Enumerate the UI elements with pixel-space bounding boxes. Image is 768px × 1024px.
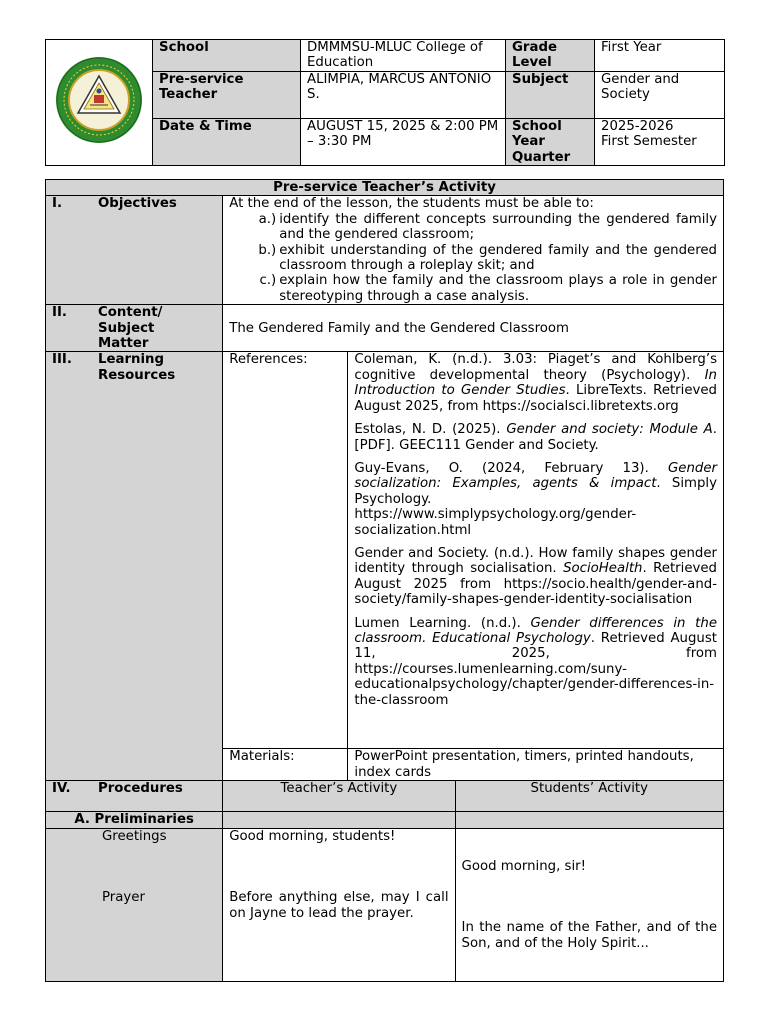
reference-text: . Simply Psychology. https://www.simplypsychology.org/gender-socialization.html xyxy=(354,476,717,538)
reference-text: Estolas, N. D. (2025). xyxy=(354,422,507,438)
objectives-list xyxy=(229,212,717,304)
school-value: DMMMSU-MLUC College of Education xyxy=(301,40,506,72)
reference-text: Gender and Society. (n.d.). How family shapes gender identity through socialisation. xyxy=(354,545,717,577)
school-year-value-line2: First Semester xyxy=(601,134,697,150)
reference-text: . LibreTexts. Retrieved August 2025, from https://socialsci.libretexts.org xyxy=(354,383,717,414)
procedures-heading xyxy=(46,781,223,812)
reference-entry xyxy=(354,616,717,708)
grade-label: Grade Level xyxy=(506,40,595,72)
reference-text: Guy-Evans, O. (2024, February 13). xyxy=(354,460,668,476)
materials-value: PowerPoint presentation, timers, printed handouts, index cards xyxy=(348,749,724,781)
date-label: Date & Time xyxy=(153,118,301,165)
school-label: School xyxy=(153,40,301,72)
preliminaries-heading: A. Preliminaries xyxy=(46,812,223,828)
procedures-label: Procedures xyxy=(98,781,183,797)
reference-title: SocioHealth xyxy=(563,561,643,577)
objective-marker: a.) xyxy=(258,211,277,227)
reference-title: Gender and society: Module A xyxy=(506,422,713,438)
greetings-student: Good morning, sir! xyxy=(461,858,586,874)
header-table xyxy=(45,39,725,166)
objectives-intro: At the end of the lesson, the students must be able to: xyxy=(229,196,594,212)
school-logo xyxy=(46,40,153,166)
grade-value: First Year xyxy=(595,40,725,72)
objective-text: exhibit understanding of the gendered family and the gendered classroom through a roleplay skit; and xyxy=(279,242,717,274)
subject-value: Gender and Society xyxy=(595,71,725,118)
objectives-heading xyxy=(46,196,223,305)
resources-label: Learning Resources xyxy=(98,352,176,383)
reference-text: . Retrieved August 2025 from https://socio.health/gender-and-society/family-shapes-gender-identity-socialisation xyxy=(354,561,717,608)
reference-text: . Retrieved August 11, 2025, from https://courses.lumenlearning.com/suny-educationalpsychology/chapter/gender-differences-in-the-classroom xyxy=(354,630,717,708)
teacher-label: Pre-service Teacher xyxy=(153,71,301,118)
resources-heading xyxy=(46,352,223,781)
references-list xyxy=(348,352,724,749)
reference-entry xyxy=(354,546,717,608)
objectives-label: Objectives xyxy=(98,196,177,212)
references-label: References: xyxy=(223,352,348,749)
prayer-student: In the name of the Father, and of the Son, and of the Holy Spirit... xyxy=(461,920,717,951)
reference-text: Coleman, K. (n.d.). 3.03: Piaget’s and Kohlberg’s cognitive developmental theory (Psychology). xyxy=(354,352,717,383)
objective-marker: b.) xyxy=(258,242,277,258)
university-seal-icon xyxy=(54,55,144,145)
reference-title: Gender differences in the classroom. Educational Psychology xyxy=(354,615,717,646)
objective-text: identify the different concepts surrounding the gendered family and the gendered classroom; xyxy=(279,211,717,243)
reference-title: In Introduction to Gender Studies xyxy=(354,367,717,399)
objectives-content xyxy=(223,196,724,305)
school-year-value-line1: 2025-2026 xyxy=(601,118,674,134)
greetings-label: Greetings xyxy=(102,828,167,844)
preliminaries-student-blank xyxy=(455,812,723,828)
subject-label: Subject xyxy=(506,71,595,118)
prelim-teacher-cell xyxy=(223,828,455,981)
objective-text: explain how the family and the classroom plays a role in gender stereotyping through a case analysis. xyxy=(279,273,717,304)
content-heading xyxy=(46,305,223,352)
objective-marker: c.) xyxy=(259,273,277,289)
teacher-activity-heading: Teacher’s Activity xyxy=(223,781,455,812)
objectives-num: I. xyxy=(52,196,62,212)
objective-item xyxy=(229,243,717,274)
prayer-teacher: Before anything else, may I call on Jayne to lead the prayer. xyxy=(229,890,449,921)
reference-entry xyxy=(354,422,717,453)
reference-entry xyxy=(354,461,717,538)
prayer-label: Prayer xyxy=(102,890,145,906)
school-year-label: School Year Quarter xyxy=(506,118,595,165)
students-activity-heading: Students’ Activity xyxy=(455,781,723,812)
objective-item xyxy=(229,273,717,304)
procedures-num: IV. xyxy=(52,781,71,797)
lesson-plan-table xyxy=(45,179,724,982)
content-num: II. xyxy=(52,305,67,321)
preliminaries-teacher-blank xyxy=(223,812,455,828)
content-label: Content/ Subject Matter xyxy=(98,305,163,352)
reference-text: . [PDF]. GEEC111 Gender and Society. xyxy=(354,422,717,453)
prelim-student-cell xyxy=(455,828,723,981)
reference-title: Gender socialization: Examples, agents & impact xyxy=(354,460,717,492)
reference-text: Lumen Learning. (n.d.). xyxy=(354,615,531,631)
resources-num: III. xyxy=(52,352,72,368)
activity-title: Pre-service Teacher’s Activity xyxy=(46,180,724,196)
content-value: The Gendered Family and the Gendered Classroom xyxy=(223,305,724,352)
objective-item xyxy=(229,212,717,243)
date-value: AUGUST 15, 2025 & 2:00 PM – 3:30 PM xyxy=(301,118,506,165)
school-year-value xyxy=(595,118,725,165)
prelim-labels xyxy=(46,828,223,981)
greetings-teacher: Good morning, students! xyxy=(229,828,396,844)
reference-entry xyxy=(354,352,717,414)
teacher-value: ALIMPIA, MARCUS ANTONIO S. xyxy=(301,71,506,118)
materials-label: Materials: xyxy=(223,749,348,781)
